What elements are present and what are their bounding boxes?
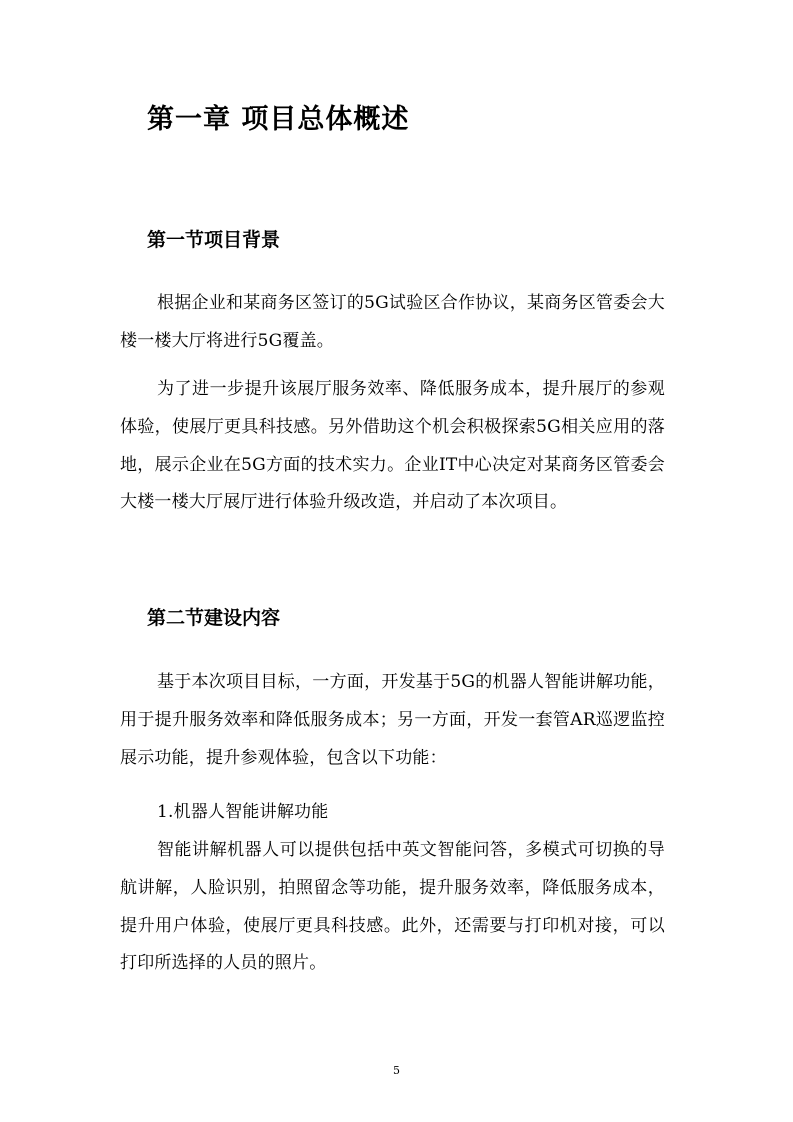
list-item-heading: 1.机器人智能讲解功能 — [157, 802, 329, 822]
paragraph: 智能讲解机器人可以提供包括中英文智能问答，多模式可切换的导航讲解，人脸识别，拍照留念等功能，提升服务效率，降低服务成本，提升用户体验，使展厅更具科技感。此外，还需要与打印机对接，可以打印所选择的人员的照片。 — [120, 840, 665, 974]
paragraph: 根据企业和某商务区签订的5G试验区合作协议，某商务区管委会大楼一楼大厅将进行5G覆盖。 — [120, 293, 665, 351]
chapter-title: 第一章 项目总体概述 — [147, 104, 410, 135]
section-title-construction: 第二节建设内容 — [147, 607, 281, 629]
paragraph: 基于本次项目目标，一方面，开发基于5G的机器人智能讲解功能，用于提升服务效率和降低服务成本；另一方面，开发一套管AR巡逻监控展示功能，提升参观体验，包含以下功能： — [120, 672, 665, 768]
section-title-background: 第一节项目背景 — [147, 229, 281, 251]
paragraph: 为了进一步提升该展厅服务效率、降低服务成本，提升展厅的参观体验，使展厅更具科技感。另外借助这个机会积极探索5G相关应用的落地，展示企业在5G方面的技术实力。企业IT中心决定对某商务区管委会大楼一楼大厅展厅进行体验升级改造，并启动了本次项目。 — [120, 379, 665, 513]
page-number: 5 — [393, 1064, 400, 1077]
